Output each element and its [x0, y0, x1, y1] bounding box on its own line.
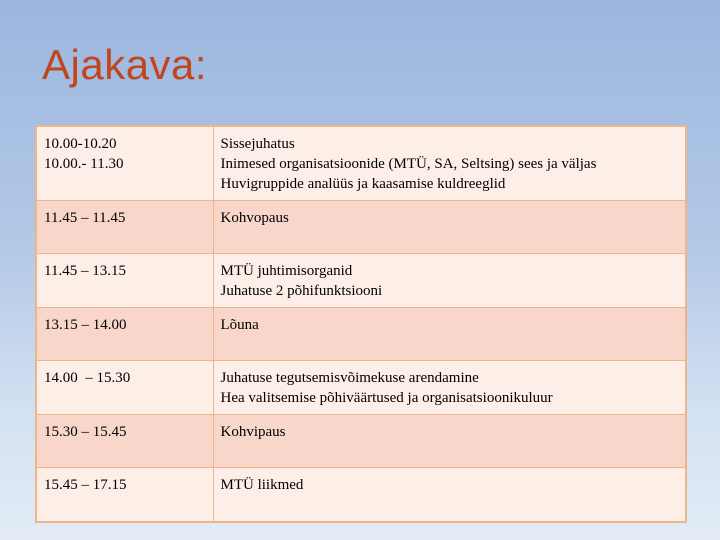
topic-text: Inimesed organisatsioonide (MTÜ, SA, Seltsing) sees ja väljas: [220, 156, 597, 172]
topic-cell: [213, 201, 686, 254]
topic-text: Juhatuse tegutsemisvõimekuse arendamine: [220, 370, 479, 386]
topic-cell: [213, 308, 686, 361]
slide-title: Ajakava:: [42, 41, 208, 88]
topic-text: Hea valitsemise põhiväärtused ja organisatsioonikuluur: [220, 390, 553, 406]
schedule-row: [36, 361, 686, 415]
time-text: 15.45 – 17.15: [44, 477, 127, 493]
topic-cell: [213, 254, 686, 308]
topic-cell: [213, 415, 686, 468]
topic-text: Lõuna: [220, 317, 259, 333]
time-text: 10.00.- 11.30: [44, 156, 124, 172]
topic-text: Sissejuhatus: [220, 136, 295, 152]
topic-text: Huvigruppide analüüs ja kaasamise kuldreeglid: [220, 176, 506, 192]
schedule-row: [36, 126, 686, 201]
topic-cell: [213, 361, 686, 415]
schedule-row: [36, 254, 686, 308]
schedule-row: [36, 415, 686, 468]
time-text: 13.15 – 14.00: [44, 317, 127, 333]
topic-text: MTÜ liikmed: [220, 477, 304, 493]
time-text: 14.00 – 15.30: [44, 370, 131, 386]
schedule-row: [36, 308, 686, 361]
time-cell: [36, 361, 213, 415]
topic-text: MTÜ juhtimisorganid: [220, 263, 353, 279]
topic-cell: [213, 126, 686, 201]
time-cell: [36, 468, 213, 522]
schedule-row: [36, 201, 686, 254]
time-text: 15.30 – 15.45: [44, 424, 127, 440]
schedule-row: [36, 468, 686, 522]
time-cell: [36, 126, 213, 201]
time-text: 10.00-10.20: [44, 136, 117, 152]
time-cell: [36, 254, 213, 308]
topic-text: Kohvopaus: [220, 210, 289, 226]
time-text: 11.45 – 13.15: [44, 263, 126, 279]
time-cell: [36, 308, 213, 361]
schedule-table: [35, 125, 687, 523]
topic-cell: [213, 468, 686, 522]
topic-text: Kohvipaus: [220, 424, 286, 440]
time-cell: [36, 415, 213, 468]
time-text: 11.45 – 11.45: [44, 210, 126, 226]
topic-text: Juhatuse 2 põhifunktsiooni: [220, 283, 383, 299]
time-cell: [36, 201, 213, 254]
